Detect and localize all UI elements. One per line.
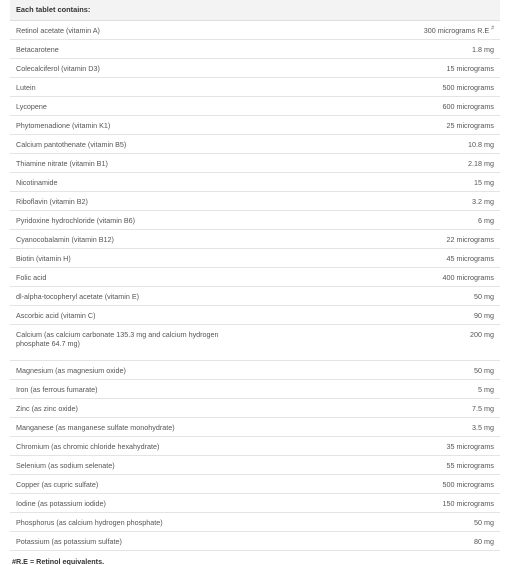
ingredient-name: [10, 513, 370, 532]
ingredient-name-text: Phytomenadione (vitamin K1): [16, 120, 111, 130]
ingredient-amount-text: 25 micrograms: [446, 120, 494, 130]
ingredient-name: [10, 78, 370, 97]
ingredient-amount-text: 300 micrograms R.E: [423, 25, 490, 35]
table-row: [10, 78, 500, 97]
ingredient-name: [10, 475, 370, 494]
table-row: [10, 418, 500, 437]
ingredient-amount-text: 5 mg: [478, 384, 494, 394]
table-row: [10, 249, 500, 268]
table-row: [10, 173, 500, 192]
ingredient-name-text: Potassium (as potassium sulfate): [16, 536, 122, 546]
ingredient-amount: [370, 40, 500, 59]
ingredient-amount: [370, 21, 500, 40]
ingredient-name: [10, 361, 370, 380]
ingredient-amount: [370, 475, 500, 494]
ingredient-amount-text: 50 mg: [474, 517, 494, 527]
ingredient-name-text: Betacarotene: [16, 44, 59, 54]
ingredient-amount: [370, 249, 500, 268]
ingredient-amount-text: 10.8 mg: [468, 139, 494, 149]
ingredient-name-text: Manganese (as manganese sulfate monohydrate): [16, 422, 175, 432]
table-row: [10, 532, 500, 551]
ingredient-name-text: Folic acid: [16, 272, 47, 282]
ingredient-name: [10, 59, 370, 78]
ingredient-name: [10, 456, 370, 475]
ingredient-name-text: Selenium (as sodium selenate): [16, 460, 115, 470]
ingredient-amount: [370, 173, 500, 192]
table-header: Each tablet contains:: [10, 0, 500, 21]
ingredients-table-body: [10, 21, 500, 551]
ingredient-amount-text: 600 micrograms: [442, 101, 494, 111]
ingredient-name: [10, 230, 370, 249]
ingredient-amount-text: 45 micrograms: [446, 253, 494, 263]
ingredient-amount-text: 55 micrograms: [446, 460, 494, 470]
table-row: [10, 361, 500, 380]
ingredient-name-text: Zinc (as zinc oxide): [16, 403, 78, 413]
ingredient-amount: [370, 287, 500, 306]
table-row: [10, 192, 500, 211]
ingredient-amount: [370, 211, 500, 230]
ingredient-name: [10, 437, 370, 456]
ingredient-name-text: Phosphorus (as calcium hydrogen phosphate): [16, 517, 163, 527]
ingredient-name: [10, 494, 370, 513]
ingredient-name-text: Lutein: [16, 82, 36, 92]
ingredient-amount-text: 2.18 mg: [468, 158, 494, 168]
ingredient-name: [10, 154, 370, 173]
table-row: [10, 21, 500, 40]
ingredient-amount-text: 80 mg: [474, 536, 494, 546]
table-row: [10, 513, 500, 532]
ingredient-amount: [370, 494, 500, 513]
ingredient-name: [10, 116, 370, 135]
ingredient-name: [10, 532, 370, 551]
table-row: [10, 268, 500, 287]
ingredient-amount: [370, 306, 500, 325]
ingredient-amount-text: 6 mg: [478, 215, 494, 225]
table-row: [10, 306, 500, 325]
ingredient-name-text: Pyridoxine hydrochloride (vitamin B6): [16, 215, 136, 225]
ingredient-name: [10, 21, 370, 40]
ingredient-amount: [370, 399, 500, 418]
ingredient-name-text: Iron (as ferrous fumarate): [16, 384, 98, 394]
ingredient-amount: [370, 192, 500, 211]
ingredient-name: [10, 287, 370, 306]
ingredient-name-text: Colecalciferol (vitamin D3): [16, 63, 100, 73]
table-row: [10, 399, 500, 418]
ingredient-amount: [370, 456, 500, 475]
ingredient-amount-text: 50 mg: [474, 365, 494, 375]
ingredient-name-text: Biotin (vitamin H): [16, 253, 71, 263]
ingredient-name: [10, 418, 370, 437]
ingredient-name-text: Copper (as cupric sulfate): [16, 479, 99, 489]
footnote: #R.E = Retinol equivalents.: [12, 557, 105, 565]
ingredient-name: [10, 268, 370, 287]
ingredient-name: [10, 135, 370, 154]
ingredient-amount-text: 90 mg: [474, 310, 494, 320]
ingredient-amount: [370, 361, 500, 380]
ingredient-amount: [370, 154, 500, 173]
ingredient-amount: [370, 135, 500, 154]
ingredient-amount: [370, 532, 500, 551]
table-row: [10, 437, 500, 456]
ingredient-name-text: Calcium (as calcium carbonate 135.3 mg and calcium hydrogen phosphate 64.7 mg): [16, 330, 219, 348]
ingredient-amount-text: 15 mg: [474, 177, 494, 187]
ingredient-name-text: Calcium pantothenate (vitamin B5): [16, 139, 127, 149]
table-row: [10, 475, 500, 494]
ingredient-name: [10, 249, 370, 268]
ingredient-amount-text: 400 micrograms: [442, 272, 494, 282]
ingredient-name: [10, 97, 370, 116]
ingredient-amount: [370, 230, 500, 249]
table-row: [10, 135, 500, 154]
ingredient-amount: [370, 116, 500, 135]
ingredients-table: [10, 21, 500, 551]
ingredient-name-text: Chromium (as chromic chloride hexahydrate): [16, 441, 160, 451]
ingredient-name-text: Riboflavin (vitamin B2): [16, 196, 88, 206]
ingredient-amount-text: 150 micrograms: [442, 498, 494, 508]
ingredient-name-text: Retinol acetate (vitamin A): [16, 25, 100, 35]
table-row: [10, 97, 500, 116]
ingredient-name-text: Iodine (as potassium iodide): [16, 498, 106, 508]
ingredient-amount: [370, 59, 500, 78]
table-row: [10, 494, 500, 513]
ingredient-amount-text: 35 micrograms: [446, 441, 494, 451]
ingredient-name: [10, 380, 370, 399]
ingredient-amount: [370, 513, 500, 532]
ingredient-amount-text: 22 micrograms: [446, 234, 494, 244]
ingredient-name-text: Cyanocobalamin (vitamin B12): [16, 234, 114, 244]
table-row: [10, 154, 500, 173]
ingredient-name-text: Thiamine nitrate (vitamin B1): [16, 158, 108, 168]
ingredient-name: [10, 40, 370, 59]
ingredient-name: [10, 173, 370, 192]
ingredient-name-text: Lycopene: [16, 101, 47, 111]
ingredient-amount: [370, 97, 500, 116]
table-row: [10, 59, 500, 78]
table-row: [10, 380, 500, 399]
ingredient-amount-text: 7.5 mg: [472, 403, 494, 413]
table-row: [10, 211, 500, 230]
table-row: [10, 287, 500, 306]
footnote-marker: #: [491, 25, 494, 32]
ingredient-name-text: dl-alpha-tocopheryl acetate (vitamin E): [16, 291, 140, 301]
ingredient-name-text: Magnesium (as magnesium oxide): [16, 365, 126, 375]
ingredient-name: [10, 325, 370, 361]
ingredients-panel: [10, 0, 500, 565]
table-row: [10, 456, 500, 475]
ingredient-amount: [370, 268, 500, 287]
table-row: [10, 230, 500, 249]
ingredient-name: [10, 399, 370, 418]
ingredient-amount-text: 200 mg: [470, 330, 494, 339]
ingredient-amount-text: 15 micrograms: [446, 63, 494, 73]
ingredient-name-text: Ascorbic acid (vitamin C): [16, 310, 96, 320]
ingredient-amount-text: 1.8 mg: [472, 44, 494, 54]
table-row: [10, 325, 500, 361]
ingredient-amount-text: 500 micrograms: [442, 82, 494, 92]
ingredient-name: [10, 211, 370, 230]
ingredient-amount: [370, 380, 500, 399]
ingredient-amount: [370, 418, 500, 437]
ingredient-name-text: Nicotinamide: [16, 177, 58, 187]
table-row: [10, 116, 500, 135]
ingredient-amount-text: 50 mg: [474, 291, 494, 301]
ingredient-amount-text: 500 micrograms: [442, 479, 494, 489]
ingredient-name: [10, 192, 370, 211]
ingredient-amount-text: 3.5 mg: [472, 422, 494, 432]
ingredient-amount: [370, 78, 500, 97]
ingredient-amount: [370, 437, 500, 456]
table-row: [10, 40, 500, 59]
ingredient-amount: [370, 325, 500, 361]
ingredient-amount-text: 3.2 mg: [472, 196, 494, 206]
ingredient-name: [10, 306, 370, 325]
